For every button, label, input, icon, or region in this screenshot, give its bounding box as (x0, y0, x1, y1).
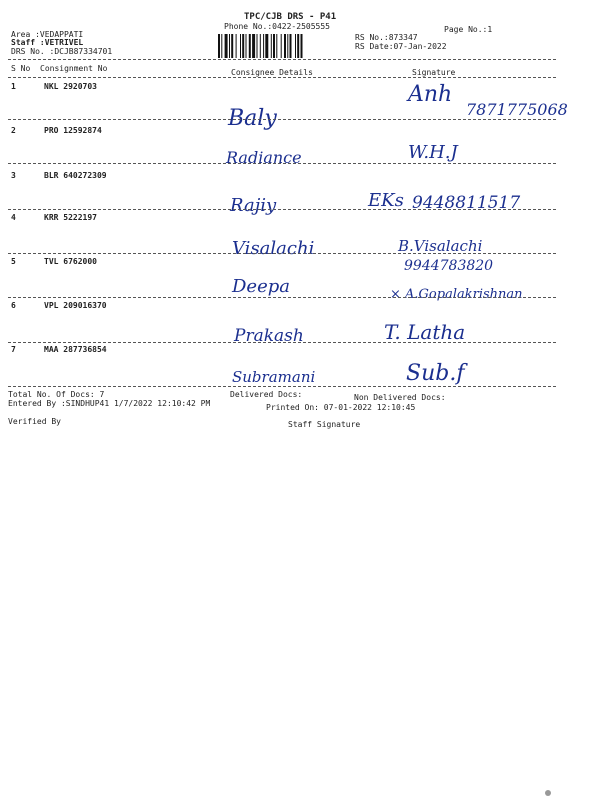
divider (8, 77, 556, 78)
row-consignment: PRO 12592874 (44, 126, 102, 135)
barcode (218, 34, 346, 58)
consignee-handwriting: Rajiy (230, 195, 277, 216)
printed-on: Printed On: 07-01-2022 12:10:45 (266, 403, 416, 412)
consignee-handwriting: Deepa (232, 276, 290, 297)
row-consignment: VPL 209016370 (44, 301, 107, 310)
row-sno: 6 (11, 301, 16, 310)
col-sno: S No (11, 64, 31, 73)
row-sno: 5 (11, 257, 16, 266)
row-consignment: BLR 640272309 (44, 171, 107, 180)
phone-handwriting: 7871775068 (466, 100, 568, 119)
divider (8, 209, 556, 210)
non-delivered-docs: Non Delivered Docs: (354, 393, 446, 402)
consignee-handwriting: Visalachi (232, 238, 315, 259)
signature-handwriting: T. Latha (384, 320, 466, 344)
signature-handwriting: W.H.J (408, 142, 458, 163)
signature-handwriting: Sub.f (406, 361, 465, 386)
signature-handwriting: EKs (368, 190, 404, 211)
divider (8, 253, 556, 254)
total-docs: Total No. Of Docs: 7 (8, 390, 105, 399)
rs-number: RS No.:873347 (355, 33, 418, 42)
row-sno: 7 (11, 345, 16, 354)
consignee-handwriting: Prakash (234, 326, 304, 346)
report-title: TPC/CJB DRS - P41 (244, 12, 337, 22)
consignee-handwriting: Baly (228, 106, 277, 131)
row-sno: 2 (11, 126, 16, 135)
signature-handwriting: Anh (408, 82, 453, 107)
col-signature: Signature (412, 68, 456, 77)
row-consignment: MAA 287736854 (44, 345, 107, 354)
row-sno: 4 (11, 213, 16, 222)
divider (8, 386, 556, 387)
verified-by: Verified By (8, 417, 61, 426)
area-label: Area :VEDAPPATI (11, 30, 84, 39)
signature-handwriting: B.Visalachi (398, 237, 483, 255)
delivered-docs: Delivered Docs: (230, 390, 303, 399)
consignee-handwriting: Subramani (232, 368, 316, 386)
rs-date: RS Date:07-Jan-2022 (355, 42, 447, 51)
staff-label: Staff :VETRIVEL (11, 38, 84, 47)
drs-number: DRS No. :DCJB87334701 (11, 47, 113, 56)
phone-number: Phone No.:0422-2505555 (224, 22, 330, 31)
divider (8, 297, 556, 298)
consignee-handwriting: Radiance (226, 148, 302, 167)
signature-handwriting: × A.Gopalakrishnan (390, 287, 523, 302)
col-consignment: Consignment No (40, 64, 108, 73)
phone-handwriting: 9448811517 (412, 193, 521, 213)
page-number: Page No.:1 (444, 25, 493, 34)
scan-mark (545, 790, 551, 796)
divider (8, 59, 556, 60)
divider (8, 119, 556, 120)
staff-signature-label: Staff Signature (288, 420, 361, 429)
divider (8, 342, 556, 343)
row-sno: 1 (11, 82, 16, 91)
col-consignee: Consignee Details (231, 68, 313, 77)
row-sno: 3 (11, 171, 16, 180)
entered-by: Entered By :SINDHUP41 1/7/2022 12:10:42 PM (8, 399, 211, 408)
row-consignment: TVL 6762000 (44, 257, 97, 266)
divider (8, 163, 556, 164)
row-consignment: NKL 2920703 (44, 82, 97, 91)
phone-handwriting: 9944783820 (404, 258, 494, 274)
row-consignment: KRR 5222197 (44, 213, 97, 222)
